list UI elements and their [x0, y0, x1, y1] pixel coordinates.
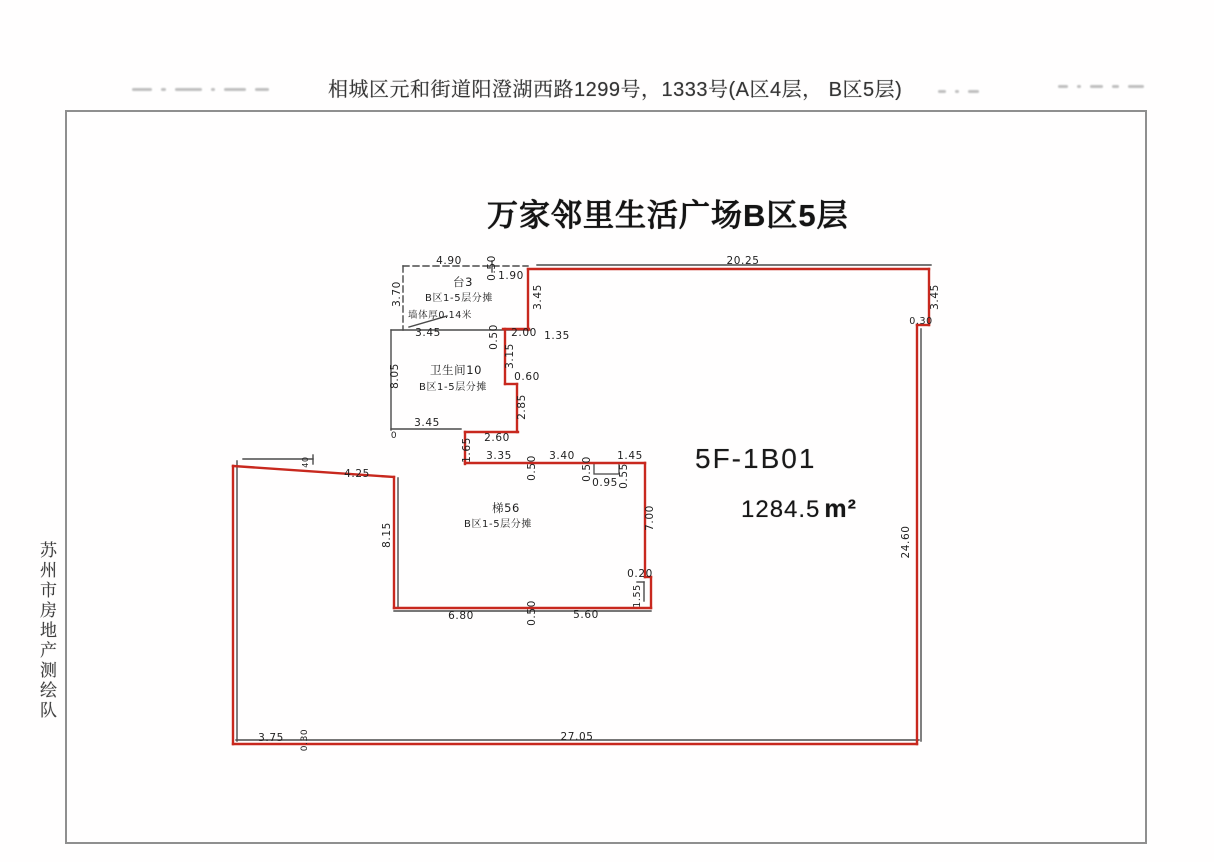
dimension-label: 8.15	[381, 522, 393, 548]
dimension-label: 0.50	[526, 455, 538, 481]
dimension-label: 0.50	[526, 600, 538, 626]
wall-niche-rect	[594, 463, 619, 474]
dimension-label: 1.55	[632, 584, 643, 608]
note-label: 墙体厚0.14米	[408, 310, 472, 321]
dimension-label: 1.35	[544, 330, 570, 342]
dimension-label: 3.75	[258, 732, 284, 744]
room-label: 梯56	[492, 501, 520, 515]
dimension-label: 1.65	[461, 437, 473, 463]
dimension-label: 3.35	[486, 450, 512, 462]
dimension-label: 3.45	[415, 327, 441, 339]
dimension-label: 3.45	[414, 417, 440, 429]
dimension-label: 4.25	[344, 468, 370, 480]
unit-area-value: 1284.5	[741, 496, 821, 523]
room-label: 卫生间10	[429, 363, 483, 377]
unit-id-label: 5F-1B01	[695, 443, 817, 474]
agency-name-vertical: 苏州市房地产测绘队	[37, 541, 56, 721]
share-label: B区1-5层分摊	[425, 293, 493, 304]
unit-area-unit: m²	[824, 495, 857, 523]
dimension-label: 0.20	[627, 568, 653, 580]
dimension-label: 0.50	[488, 324, 500, 350]
share-label: B区1-5层分摊	[464, 519, 532, 530]
dimension-label: 3.40	[549, 450, 575, 462]
dimension-label: 0.50	[486, 255, 498, 281]
dimension-label: 2.00	[511, 327, 537, 339]
dimension-label: 8.05	[389, 363, 401, 389]
dimension-label: 0.30	[909, 316, 933, 327]
dimension-label: 3.70	[391, 281, 403, 307]
dimension-label: 1.90	[498, 270, 524, 282]
dimension-label: 3.45	[532, 284, 544, 310]
dimension-label: 40	[301, 456, 310, 468]
dimension-label: 3.15	[504, 343, 516, 369]
dimension-label: 0.30	[300, 728, 310, 752]
header-address: 相城区元和街道阳澄湖西路1299号，1333号(A区4层， B区5层)	[328, 79, 903, 101]
dimension-label: 0.95	[592, 477, 618, 489]
unit-area-label	[741, 495, 857, 524]
dimension-label: 6.80	[448, 610, 474, 622]
share-label: B区1-5层分摊	[419, 382, 487, 393]
dimension-label: 1.45	[617, 450, 643, 462]
dimension-label: 4.90	[436, 255, 462, 267]
dimension-label: 0.50	[581, 456, 593, 482]
dimension-label: 7.00	[644, 505, 656, 531]
dimension-label: 2.85	[516, 394, 528, 420]
dimension-label: 24.60	[900, 525, 912, 559]
room-label: 台3	[452, 275, 474, 289]
dimension-label: 2.60	[484, 432, 510, 444]
plan-title: 万家邻里生活广场B区5层	[487, 198, 849, 233]
dimension-label: 3.45	[929, 284, 941, 310]
dimension-label: 5.60	[573, 609, 599, 621]
dimension-label: 27.05	[560, 731, 594, 743]
dimension-label: 0	[390, 431, 398, 441]
dimension-label: 20.25	[726, 255, 760, 267]
dimension-label: 0.60	[514, 371, 540, 383]
dimension-label: 0.55	[618, 463, 630, 489]
